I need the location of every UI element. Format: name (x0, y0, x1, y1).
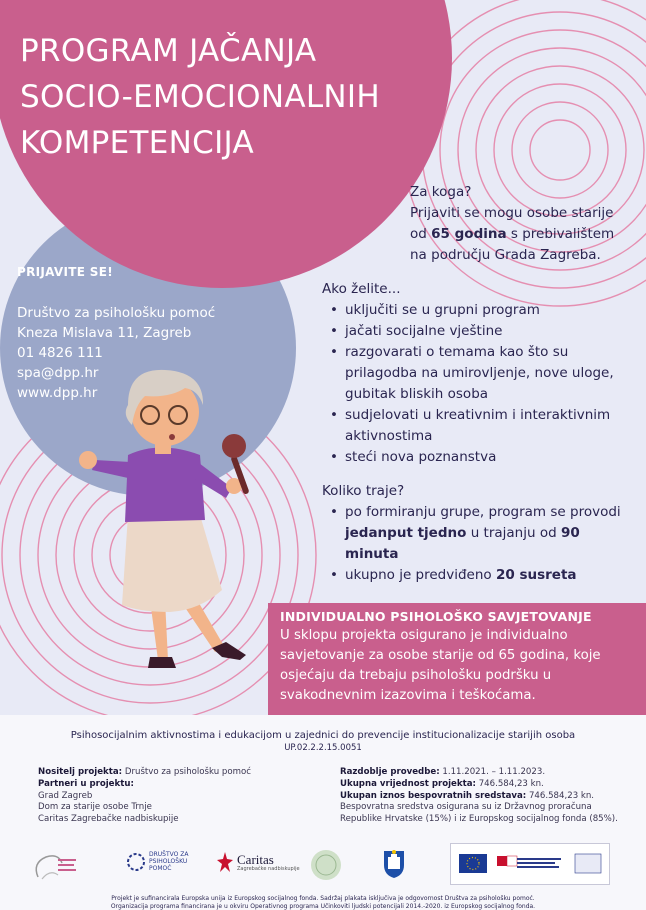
org-name: Društvo za psihološku pomoć (17, 305, 216, 321)
who-text: Prijaviti se mogu osobe starije od 65 godina s prebivalištem na području Grada Zagreba. (410, 205, 615, 263)
program-info (322, 182, 632, 586)
footer (0, 715, 646, 910)
who-section (410, 182, 632, 266)
project-name: Psihosocijalnim aktivnostima i edukacijom u zajednici do prevencije institucionalizacije starijih osoba UP.02.2.2.15.0051 (0, 729, 646, 755)
list-item: • steći nova poznanstva (330, 447, 632, 468)
org-website[interactable]: www.dpp.hr (17, 385, 98, 401)
project-code: UP.02.2.2.15.0051 (284, 743, 362, 753)
org-address: Kneza Mislava 11, Zagreb (17, 325, 192, 341)
partner: Grad Zagreb (38, 790, 93, 801)
caritas-flame-icon (216, 851, 234, 873)
duration-list (330, 502, 632, 586)
list-item: • po formiranju grupe, program se provodi jedanput tjedno u trajanju od 90 minuta (330, 502, 632, 565)
partner-logos (0, 843, 646, 893)
counseling-box (268, 603, 646, 715)
partner: Caritas Zagrebačke nadbiskupije (38, 814, 179, 825)
round-emblem-icon (310, 849, 342, 881)
who-heading: Za koga? (410, 184, 472, 200)
list-item: • jačati socijalne vještine (330, 321, 632, 342)
org-email[interactable]: spa@dpp.hr (17, 365, 99, 381)
logo-caritas: Caritas Zagrebačke nadbiskupije (216, 851, 300, 873)
eu-flag-icon (451, 844, 609, 884)
footer-right-column: Razdoblje provedbe: 1.11.2021. – 1.11.2023. Ukupna vrijednost projekta: 746.584,23 kn. Ukupan iznos bespovratnih sredstava: 746.584,23 kn. Bespovratna sredstva osigurana su iz Državnog proračuna Republike Hrvatske (15%) i iz Europskog socijalnog fonda (85%). (340, 767, 618, 825)
partner: Dom za starije osobe Trnje (38, 802, 152, 813)
logo-dom-trnje (310, 849, 342, 881)
duration-heading: Koliko traje? (322, 483, 405, 499)
disclaimer: Projekt je sufinancirala Europska unija iz Europskog socijalnog fonda. Sadržaj plakata isključiva je odgovornost Društva za psihološku pomoć. Organizacija programa financirana je u okviru Operativnog programa Učinkoviti ljudski potencijali 2014.-2020. iz Europskog socijalnog fonda. (110, 895, 536, 910)
zagreb-coat-of-arms-icon (382, 847, 406, 879)
swirl-logo-icon (28, 849, 78, 885)
page-title (20, 28, 440, 166)
list-item: • razgovarati o temama kao što su prilagodba na umirovljenje, nove uloge, gubitak bliskih osoba (330, 342, 632, 405)
counseling-title: INDIVIDUALNO PSIHOLOŠKO SAVJETOVANJE (280, 609, 592, 624)
title-line-2: SOCIO-EMOCIONALNIH (20, 79, 380, 115)
list-item: • sudjelovati u kreativnim i interaktivnim aktivnostima (330, 405, 632, 447)
counseling-text: U sklopu projekta osigurano je individualno savjetovanje za osobe starije od 65 godina, koje osjećaju da trebaju psihološku podršku u svakodnevnim izazovima i teškoćama. (280, 628, 601, 703)
wish-heading: Ako želite... (322, 281, 401, 297)
wish-list (330, 300, 632, 468)
logo-city-of-zagreb (382, 847, 406, 879)
dpp-emblem-icon (126, 852, 146, 872)
logo-dpp: DRUŠTVO ZA PSIHOLOŠKU POMOĆ (126, 851, 189, 872)
title-line-3: KOMPETENCIJA (20, 125, 254, 161)
signup-cta: PRIJAVITE SE! (17, 265, 113, 279)
list-item: • ukupno je predviđeno 20 susreta (330, 565, 632, 586)
org-phone[interactable]: 01 4826 111 (17, 345, 103, 361)
contact-block (17, 262, 277, 403)
title-line-1: PROGRAM JAČANJA (20, 33, 317, 69)
footer-left-column: Nositelj projekta: Društvo za psihološku pomoć Partneri u projektu: Grad Zagreb Dom za starije osobe Trnje Caritas Zagrebačke nadbiskupije (38, 767, 298, 826)
list-item: • uključiti se u grupni program (330, 300, 632, 321)
logo-organization-1 (28, 849, 78, 885)
logo-eu-funds (450, 843, 610, 885)
